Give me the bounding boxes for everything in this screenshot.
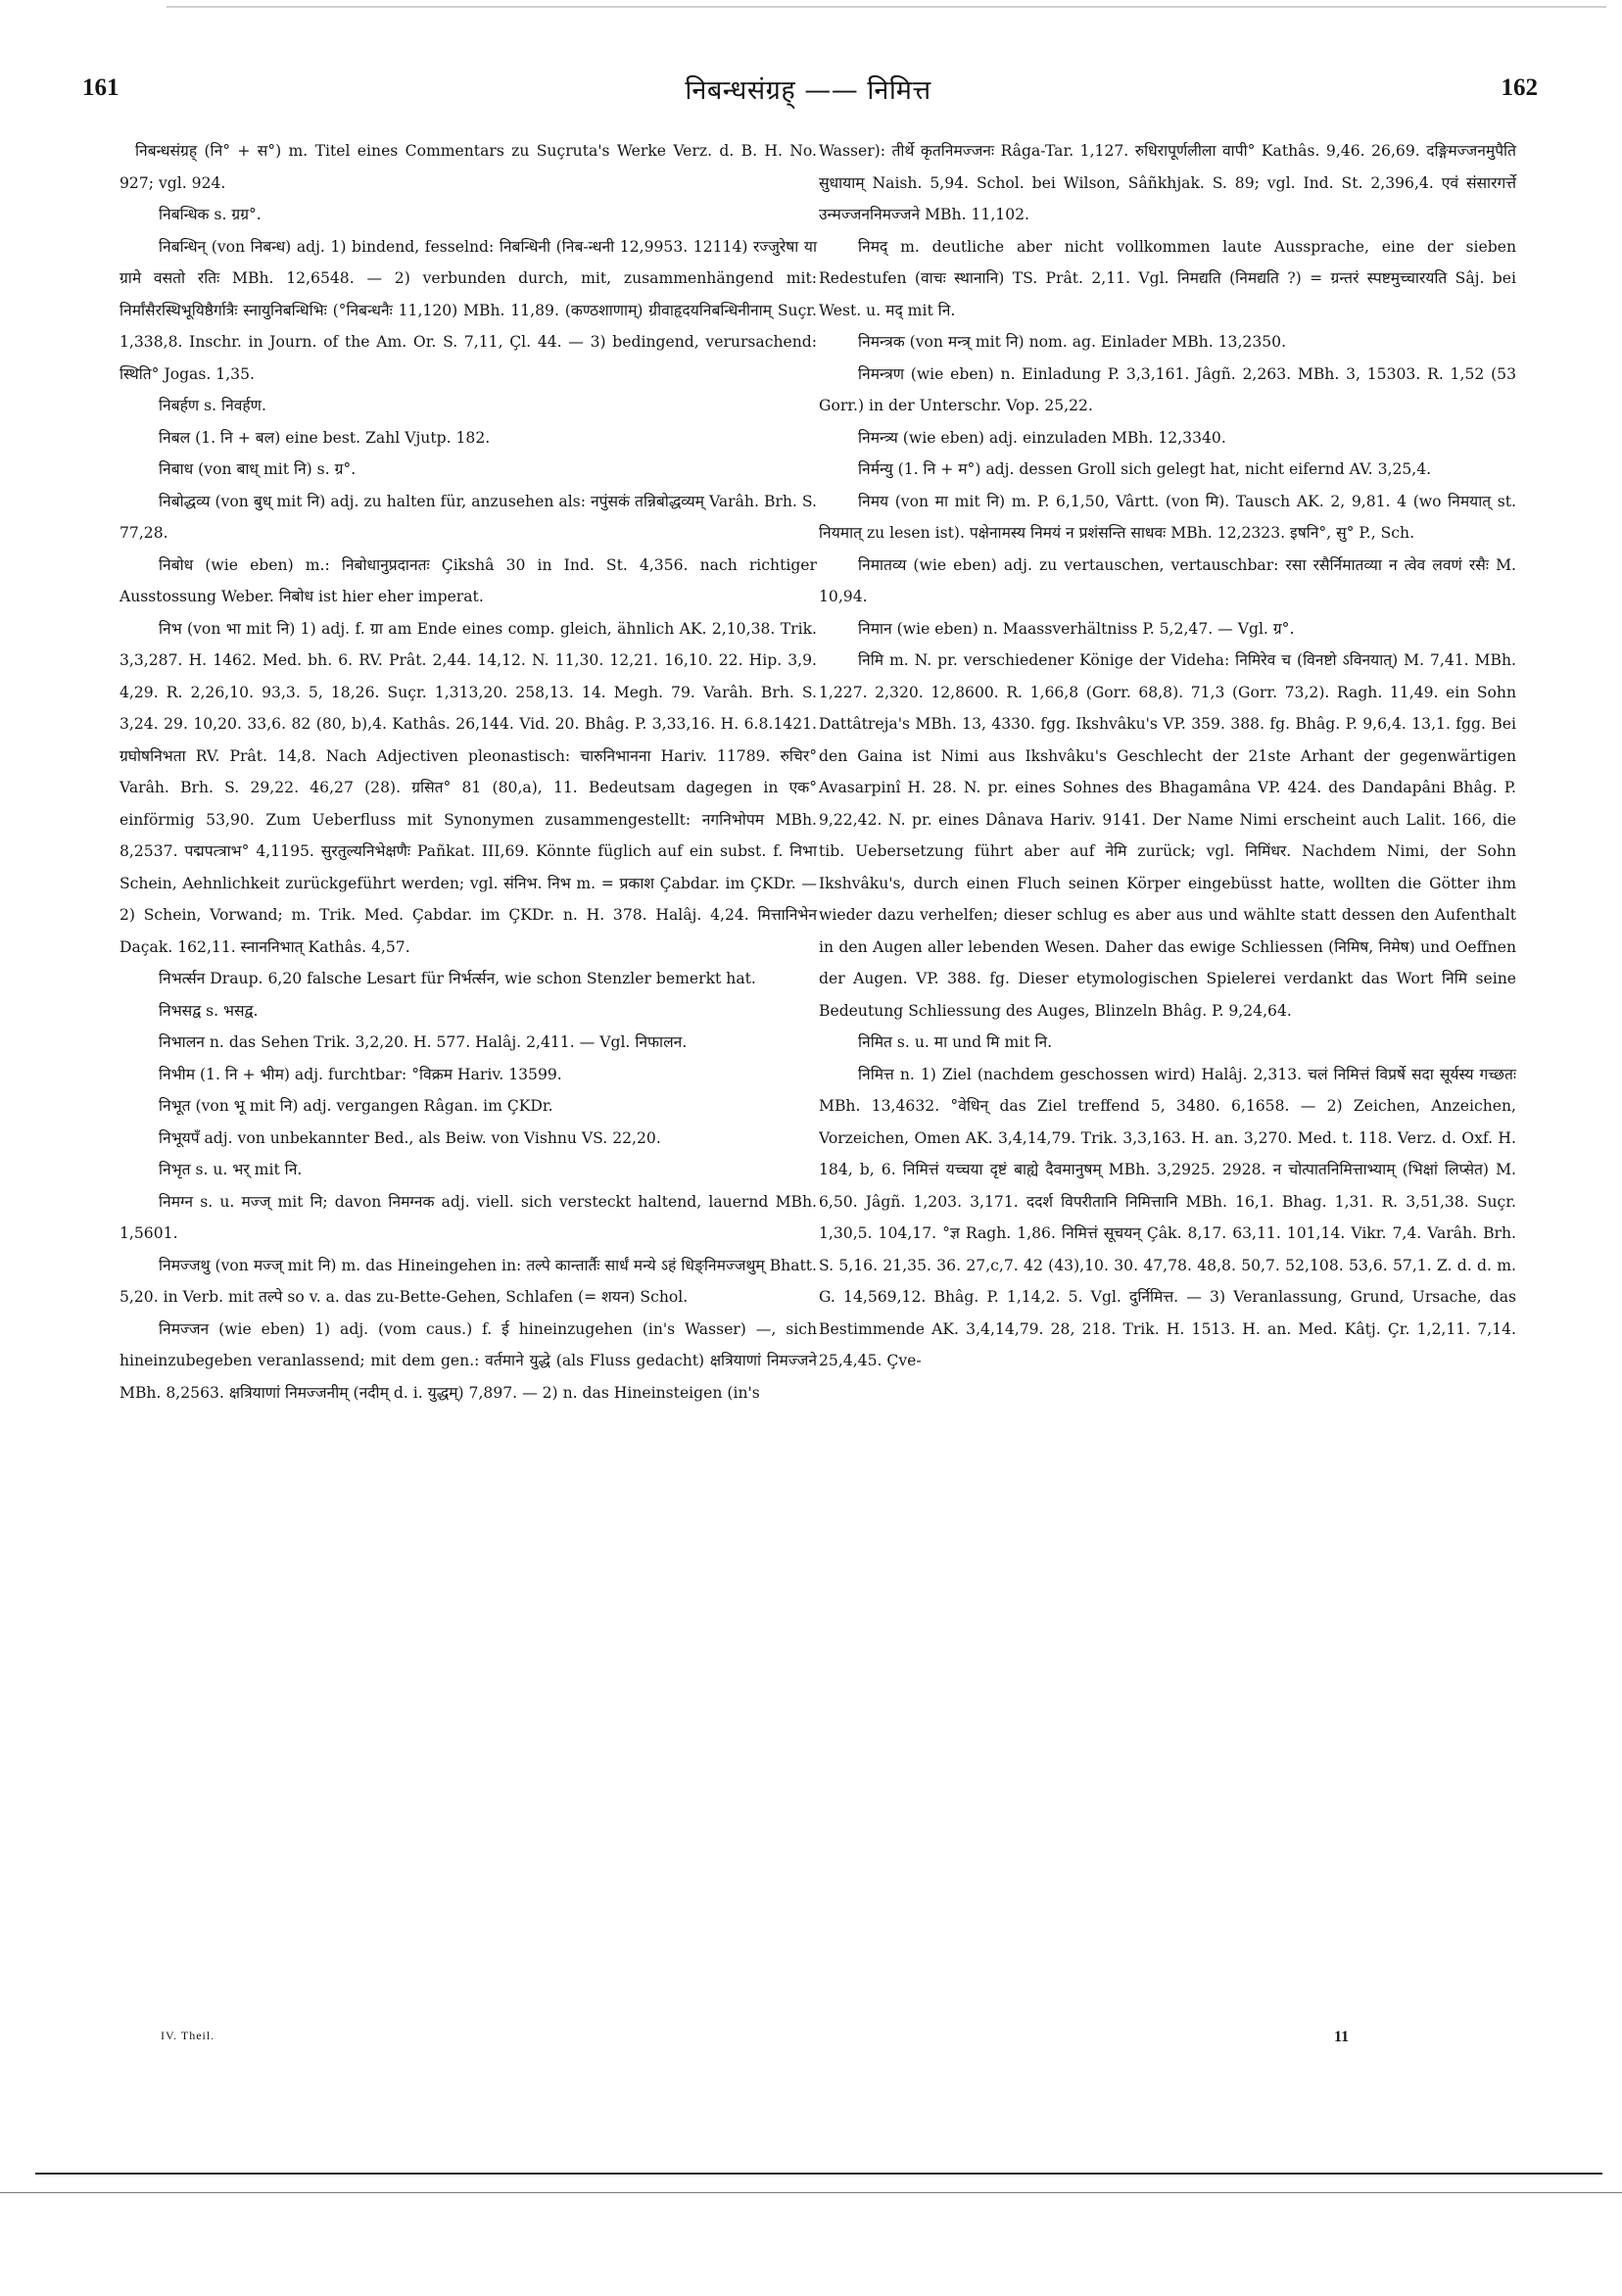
entry-nibandhika: निबन्धिक s. ग्रग्र°. [159,206,262,223]
page-header [78,71,1538,110]
entry-nibandhin: निबन्धिन् (von निबन्ध) adj. 1) bindend, fesselnd: निबन्धिनी (निब-न्धनी 12,9953. 12114) रज्जुरेषा या ग्रामे वसतो रतिः MBh. 12,6548. — 2) verbunden durch, mit, zusammenhängend mit: निर्मांसैरस्थिभूयिष्ठैर्गात्रैः स्नायुनिबन्धिभिः (°निबन्धनैः 11,120) MBh. 11,89. (कण्ठशाणाम्) ग्रीवाहृदयनिबन्धिनीनाम् Suçr. 1,338,8. Inschr. in Journ. of the Am. Or. S. 7,11, Çl. 44. — 3) bedingend, verursachend: स्थिति° Jogas. 1,35. [119,237,817,383]
entry-nimantrana: निमन्त्रण (wie eben) n. Einladung P. 3,3,161. Jâgñ. 2,263. MBh. 3, 15303. R. 1,52 (53 Gorr.) in der Unterschr. Vop. 25,22. [819,364,1516,414]
entry-niboddhavya: निबोद्धव्य (von बुध् mit नि) adj. zu halten für, anzusehen als: नपुंसकं तन्निबोद्धव्यम् Varâh. Brh. S. 77,28. [119,492,817,542]
entry-nirmanyu: निर्मन्यु (1. नि + म°) adj. dessen Groll sich gelegt hat, nicht eifernd AV. 3,25,4. [858,460,1432,478]
right-column [819,135,1516,1377]
entry-nibhima: निभीम (1. नि + भीम) adj. furchtbar: °विक्रम Hariv. 13599. [159,1065,562,1083]
entry-nibha: निभ (von भा mit नि) 1) adj. f. ग्रा am Ende eines comp. gleich, ähnlich AK. 2,10,38. Trik. 3,3,287. H. 1462. Med. bh. 6. RV. Prât. 2,44. 14,12. N. 11,30. 12,21. 16,10. 22. Hip. 3,9. 4,29. R. 2,26,10. 93,3. 5, 18,26. Suçr. 1,313,20. 258,13. 14. Megh. 79. Varâh. Brh. S. 3,24. 29. 10,20. 33,6. 82 (80, b),4. Kathâs. 26,144. Vid. 20. Bhâg. P. 3,33,16. H. 6.8.1421. ग्रघोषनिभता RV. Prât. 14,8. Nach Adjectiven pleonastisch: चारुनिभानना Hariv. 11789. रुचिर° Varâh. Brh. S. 29,22. 46,27 (28). ग्रसित° 81 (80,a), 11. Bedeutsam dagegen in एक° einförmig 53,90. Zum Ueberfluss mit Synonymen zusammengestellt: नगनिभोपम MBh. 8,2537. पद्मपत्त्राभ° 4,1195. सुरतुल्यनिभेक्षणैः Pañkat. III,69. Könnte füglich auf ein subst. f. निभा Schein, Aehnlichkeit zurückgeführt werden; vgl. संनिभ. निभ m. = प्रकाश Çabdar. im ÇKDr. — 2) Schein, Vorwand; m. Trik. Med. Çabdar. im ÇKDr. n. H. 378. Halâj. 4,24. मित्तानिभेन Daçak. 162,11. स्नाननिभात् Kathâs. 4,57. [119,619,817,956]
running-title: निबन्धसंग्रह् —— निमित्त [685,75,931,106]
entry-nimantrya: निमन्त्र्य (wie eben) adj. einzuladen MBh. 12,3340. [858,428,1226,447]
entry-nibarhana: निबर्हण s. निवर्हण. [159,397,266,414]
entry-nibandhasamgraha: निबन्धसंग्रह् (नि° + स°) m. Titel eines Commentars zu Suçruta's Werke Verz. d. B. H. No. 927; vgl. 924. [119,142,817,192]
volume-note: IV. Theil. [161,2029,215,2042]
entry-nimaya: निमय (von मा mit नि) m. P. 6,1,50, Vârtt. (von मि). Tausch AK. 2, 9,81. 4 (wo निमयात् st. नियमात् zu lesen ist). पक्षेनामस्य निमयं न प्रशंसन्ति साधवः MBh. 12,2323. इषनि°, सु° P., Sch. [819,492,1516,542]
bottom-rule-thin [0,2192,1622,2193]
entry-nimajjana-continued: Wasser): तीर्थे कृतनिमज्जनः Râga-Tar. 1,127. रुधिरापूर्णलीला वापी° Kathâs. 9,46. 26,69. दङ्गिमज्जनमुपैति सुधायाम् Naish. 5,94. Schol. bei Wilson, Sâñkhjak. S. 89; vgl. Ind. St. 2,396,4. एवं संसारगर्त्ते उन्मज्जननिमज्जने MBh. 11,102. [819,142,1516,223]
entry-nibhartsana: निभर्त्सन Draup. 6,20 falsche Lesart für निर्भर्त्सन, wie schon Stenzler bemerkt hat. [159,970,756,987]
entry-nibhuta: निभूत (von भू mit नि) adj. vergangen Râgan. im ÇKDr. [159,1097,553,1115]
page-number-right: 162 [1501,74,1538,101]
bottom-rule [35,2173,1602,2175]
entry-nibala: निबल (1. नि + बल) eine best. Zahl Vjutp. 182. [159,428,491,447]
entry-nimita: निमित s. u. मा und मि mit नि. [858,1033,1053,1051]
page-number-left: 161 [82,74,119,101]
entry-nimantraka: निमन्त्रक (von मन्त्र् mit नि) nom. ag. Einlader MBh. 13,2350. [858,333,1287,351]
entry-nibodha: निबोध (wie eben) m.: निबोधानुप्रदानतः Çikshâ 30 in Ind. St. 4,356. nach richtiger Ausstossung Weber. निबोध ist hier eher imperat. [119,555,817,605]
entry-nibadha: निबाध (von बाध् mit नि) s. ग्र°. [159,460,357,478]
entry-nimagna: निमग्न s. u. मज्ज् mit नि; davon निमग्नक adj. viell. sich versteckt haltend, lauernd MBh. 1,5601. [119,1192,817,1242]
entry-nibhalana: निभालन n. das Sehen Trik. 3,2,20. H. 577. Halâj. 2,411. — Vgl. निफालन. [159,1033,688,1051]
left-column [119,135,817,1409]
entry-nimajjathu: निमज्जथु (von मज्ज् mit नि) m. das Hineingehen in: तल्पे कान्तार्तैः सार्धं मन्ये ऽहं धिङ्निमज्जथुम् Bhatt. 5,20. in Verb. mit तल्पे so v. a. das zu-Bette-Gehen, Schlafen (= शयन) Schol. [119,1256,817,1306]
entry-nimajjana: निमज्जन (wie eben) 1) adj. (vom caus.) f. ई hineinzugehen (in's Wasser) —, sich hineinzubegeben veranlassend; mit dem gen.: वर्तमाने युद्धे (als Fluss gedacht) क्षत्रियाणां निमज्जने MBh. 8,2563. क्षत्रियाणां निमज्जनीम् (नदीम् d. i. युद्धम्) 7,897. — 2) n. das Hineinsteigen (in's [119,1319,817,1402]
entry-nimad: निमद् m. deutliche aber nicht vollkommen laute Aussprache, eine der sieben Redestufen (वाचः स्थानानि) TS. Prât. 2,11. Vgl. निमद्यति (निमद्यति ?) = ग्रन्तरं स्पष्टमुच्चारयति Sâj. bei West. u. मद् mit नि. [819,237,1516,319]
top-scan-edge [167,6,1606,8]
entry-nibhrta: निभृत s. u. भर् mit नि. [159,1161,303,1178]
entry-nimana: निमान (wie eben) n. Maassverhältniss P. 5,2,47. — Vgl. ग्र°. [858,619,1295,638]
entry-nibhasad: निभसद्व s. भसद्व. [159,1001,259,1020]
entry-nimatavya: निमातव्य (wie eben) adj. zu vertauschen, vertauschbar: रसा रसैर्निमातव्या न त्वेव लवणं रसैः M. 10,94. [819,555,1516,605]
entry-nimi: निमि m. N. pr. verschiedener Könige der Videha: निमिरेव च (विनष्टो ऽविनयात्) M. 7,41. MBh. 1,227. 2,320. 12,8600. R. 1,66,8 (Gorr. 68,8). 71,3 (Gorr. 73,2). Ragh. 11,49. ein Sohn Dattâtreja's MBh. 13, 4330. fgg. Ikshvâku's VP. 359. 388. fg. Bhâg. P. 9,6,4. 13,1. fgg. Bei den Gaina ist Nimi aus Ikshvâku's Geschlecht der 21ste Arhant der gegenwärtigen Avasarpinî H. 28. N. pr. eines Sohnes des Bhagamâna VP. 424. des Dandapâni Bhâg. P. 9,22,42. N. pr. eines Dânava Hariv. 9141. Der Name Nimi erscheint auch Lalit. 166, die tib. Uebersetzung führt aber auf नेमि zurück; vgl. निमिंधर. Nachdem Nimi, der Sohn Ikshvâku's, durch einen Fluch seinen Körper eingebüsst hatte, wollten die Götter ihm wieder dazu verhelfen; dieser schlug es aber aus und wählte statt dessen den Aufenthalt in den Augen aller lebenden Wesen. Daher das ewige Schliessen (निमिष, निमेष) und Oeffnen der Augen. VP. 388. fg. Dieser etymologischen Spielerei verdankt das Wort निमि seine Bedeutung Schliessung des Auges, Blinzeln Bhâg. P. 9,24,64. [819,651,1516,1020]
entry-nimitta: निमित्त n. 1) Ziel (nachdem geschossen wird) Halâj. 2,313. चलं निमित्तं विप्रर्षे सदा सूर्यस्य गच्छतः MBh. 13,4632. °वेधिन् das Ziel treffend 5, 3480. 6,1658. — 2) Zeichen, Anzeichen, Vorzeichen, Omen AK. 3,4,14,79. Trik. 3,3,163. H. an. 3,270. Med. t. 118. Verz. d. Oxf. H. 184, b, 6. निमित्तं यच्चया दृष्टं बाह्ये दैवमानुषम् MBh. 3,2925. 2928. न चोत्पातनिमित्ताभ्याम् (भिक्षां लिप्सेत) M. 6,50. Jâgñ. 1,203. 3,171. ददर्श विपरीतानि निमित्तानि MBh. 16,1. Bhag. 1,31. R. 3,51,38. Suçr. 1,30,5. 104,17. °ज्ञ Ragh. 1,86. निमित्तं सूचयन् Çâk. 8,17. 63,11. 101,14. Vikr. 7,4. Varâh. Brh. S. 5,16. 21,35. 36. 27,c,7. 42 (43),10. 30. 47,78. 48,8. 50,7. 52,108. 53,6. 57,1. Z. d. d. m. G. 14,569,12. Bhâg. P. 1,14,2. 5. Vgl. दुर्निमित्त. — 3) Veranlassung, Grund, Ursache, das Bestimmende AK. 3,4,14,79. 28, 218. Trik. H. 1513. H. an. Med. Kâtj. Çr. 1,2,11. 7,14. 25,4,45. Çve- [819,1065,1516,1369]
entry-nibhuyapa: निभूयपँ adj. von unbekannter Bed., als Beiw. von Vishnu VS. 22,20. [159,1128,661,1147]
printer-signature: 11 [1334,2029,1350,2045]
